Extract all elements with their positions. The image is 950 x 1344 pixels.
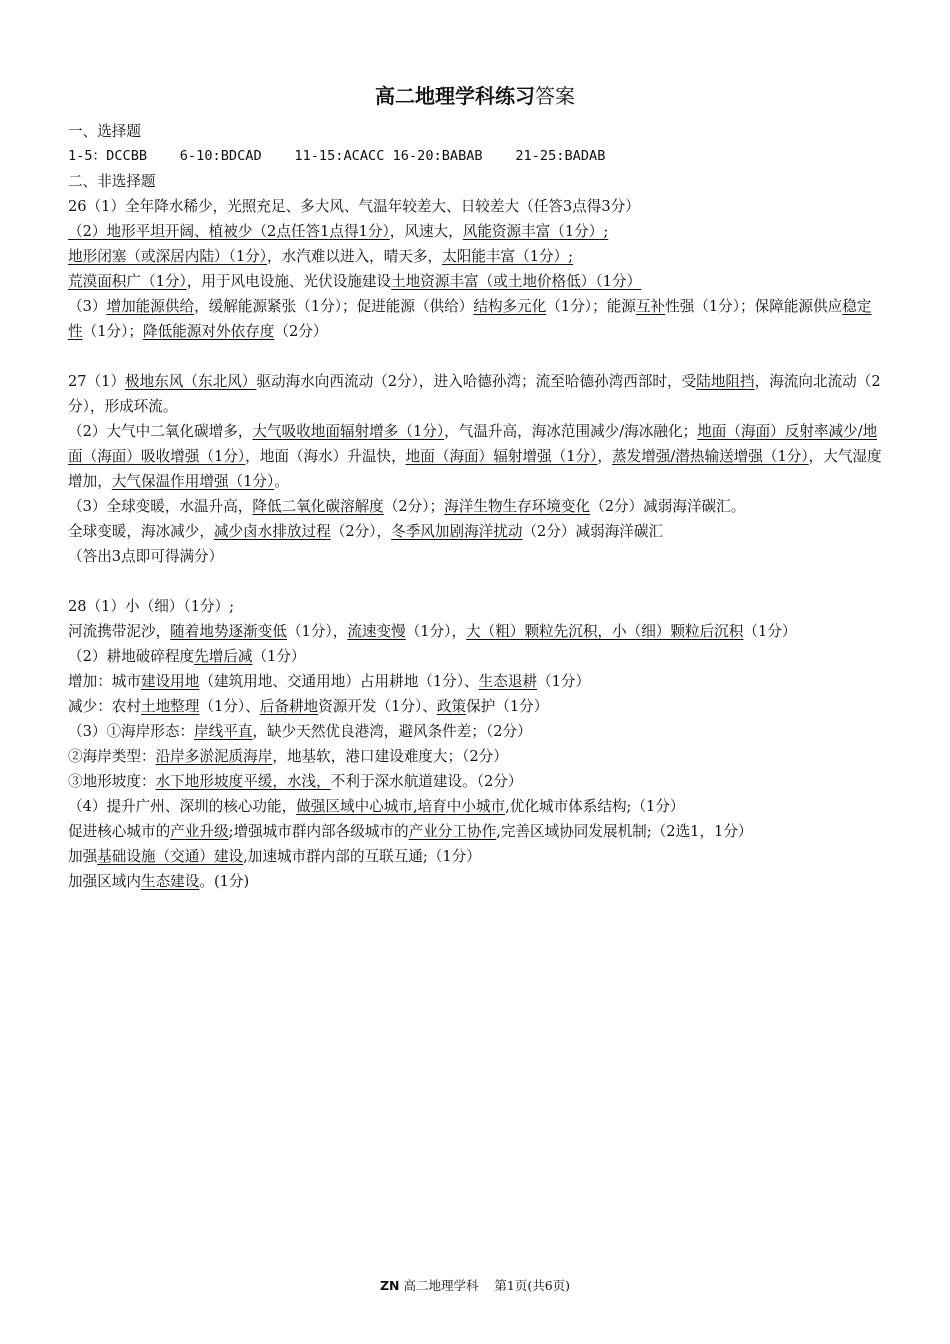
q28-text: 保护（1分） xyxy=(466,698,549,715)
q26-key: 风能资源丰富（1分）; xyxy=(462,223,609,240)
q26-key: 土地资源丰富（或土地价格低）（1分） xyxy=(391,273,642,290)
q27-text: 驱动海水向西流动（2分），进入哈德孙湾；流至哈德孙湾西部时，受 xyxy=(256,373,697,390)
q26-part2-line1 xyxy=(68,219,884,244)
q28-text: （1分）， xyxy=(286,623,348,640)
q27-key: 降低二氧化碳溶解度 xyxy=(252,498,384,515)
q28-key: 后备耕地 xyxy=(259,698,319,715)
q26-text: （2分） xyxy=(274,323,328,340)
q28-key: 产业升级 xyxy=(170,823,229,840)
q28-text: （建筑用地、交通用地）占用耕地（1分）、 xyxy=(199,673,479,690)
title-suffix: 答案 xyxy=(535,84,575,108)
q26-key: 荒漠面积广（1分） xyxy=(68,273,187,290)
q26-key: 太阳能丰富（1分）; xyxy=(442,248,574,265)
q27-text: （2分）； xyxy=(383,498,445,515)
q26-text: （1分）；能源 xyxy=(546,298,636,315)
q28-part4-line3 xyxy=(68,844,884,869)
q26-key: 互补 xyxy=(635,298,666,315)
q28-key: 土地整理 xyxy=(140,698,200,715)
q28-text: ③地形坡度： xyxy=(68,773,156,790)
q28-text: 加强 xyxy=(68,848,98,865)
q28-key: 水下地形坡度平缓，水浅， xyxy=(155,773,331,790)
q27-text: ，海流向北流动（2分），形成环流。 xyxy=(68,373,881,415)
page-footer xyxy=(0,1276,950,1294)
q28-text: 加强区域内 xyxy=(68,873,141,890)
q26-text: 性强（1分）；保障能源供应 xyxy=(665,298,843,315)
q26-text: （2）地形平坦开阔、 xyxy=(68,223,209,240)
q26-key: 降低能源对外依存度 xyxy=(142,323,275,340)
q28-part2-increase xyxy=(68,669,884,694)
q27-text: ，气温升高，海冰范围减少/海冰融化； xyxy=(444,423,698,440)
q27-key: 陆地阻挡 xyxy=(696,373,755,390)
q27-key: 海洋生物生存环境变化 xyxy=(444,498,591,515)
q28-key: 岸线平直 xyxy=(194,723,253,740)
q28-text: （1分）， xyxy=(405,623,467,640)
q27-part3-cont xyxy=(68,519,884,544)
q28-text: （2）耕地破碎程度 xyxy=(68,648,195,665)
footer-code: ZN xyxy=(379,1278,400,1293)
spacer xyxy=(68,344,884,369)
q28-text: 资源开发（1分）、 xyxy=(318,698,437,715)
q28-part3-type xyxy=(68,744,884,769)
q28-text: 增加：城市 xyxy=(68,673,141,690)
q27-key: 大气保温作用增强（1分） xyxy=(111,473,275,490)
q28-part4-line2 xyxy=(68,819,884,844)
q28-part4-line4 xyxy=(68,869,884,894)
q27-text: （3）全球变暖，水温升高， xyxy=(68,498,253,515)
q28-key: 生态建设 xyxy=(140,873,200,890)
q27-part2 xyxy=(68,419,884,494)
q28-part2-decrease xyxy=(68,694,884,719)
q28-text: ,优化城市体系结构;（1分） xyxy=(505,798,685,815)
q28-text: 减少：农村 xyxy=(68,698,141,715)
q28-key: 生态退耕 xyxy=(478,673,538,690)
q26-part1: 26（1）全年降水稀少，光照充足、多大风、气温年较差大、日较差大（任答3点得3分） xyxy=(68,198,640,215)
q27-note: （答出3点即可得满分） xyxy=(68,548,224,565)
q27-text: （2）大气中二氧化碳增多， xyxy=(68,423,253,440)
q28-text: （1分） xyxy=(537,673,591,690)
q26-key: 稳定性 xyxy=(68,298,872,340)
q26-part2-line3 xyxy=(68,269,884,294)
q27-key: 冬季风加剧海洋扰动 xyxy=(391,523,523,540)
q26-text: （1分）； xyxy=(82,323,143,340)
q27-key: 地面（海面）反射率减少/地面（海面）吸收增强（1分） xyxy=(68,423,878,465)
q28-key: 政策 xyxy=(436,698,467,715)
q28-key: 大（粗）颗粒先沉积，小（细）颗粒后沉积 xyxy=(466,623,744,640)
answer-content xyxy=(68,119,884,894)
q28-part3-shape xyxy=(68,719,884,744)
q28-part3-slope xyxy=(68,769,884,794)
q26-text: ，水汽难以进入，晴天多， xyxy=(267,248,443,265)
q27-text: （2分）， xyxy=(330,523,392,540)
q26-part2-line2 xyxy=(68,244,884,269)
q28-key: 建设用地 xyxy=(140,673,200,690)
q26-key: 植被少 xyxy=(208,223,253,240)
q26-key: 增加能源供给 xyxy=(106,298,195,315)
page-title xyxy=(0,80,950,109)
q28-text: ,加速城市群内部的互联互通;（1分） xyxy=(243,848,481,865)
q27-text: 。 xyxy=(274,473,289,490)
q27-key: 大气吸收地面辐射增多（1分） xyxy=(252,423,445,440)
q27-part1 xyxy=(68,369,884,419)
q27-key: 蒸发增强/潜热输送增强（1分） xyxy=(612,448,809,465)
q28-text: ;增强城市群内部各级城市的 xyxy=(228,823,409,840)
q27-text: ， xyxy=(597,448,612,465)
q28-key: 流速变慢 xyxy=(347,623,406,640)
q26-text: （2点任答1点得1分） xyxy=(252,223,390,240)
section-heading-choice: 一、选择题 xyxy=(68,123,141,140)
q28-text: （1分）、 xyxy=(199,698,260,715)
q28-text: （1分） xyxy=(743,623,797,640)
q27-text: ，大气湿度增加， xyxy=(68,448,882,490)
q27-text: 全球变暖，海冰减少， xyxy=(68,523,214,540)
q28-key: 先增后减 xyxy=(194,648,253,665)
q28-text: 。(1分) xyxy=(199,873,250,890)
q27-part3 xyxy=(68,494,884,519)
spacer xyxy=(68,569,884,594)
q28-text: 河流携带泥沙， xyxy=(68,623,171,640)
q28-part2 xyxy=(68,644,884,669)
choice-answers: 1-5：DCCBB 6-10:BDCAD 11-15:ACACC 16-20:BABAB 21-25:BADAB xyxy=(68,148,606,164)
q27-text: （2分）减弱海洋碳汇 xyxy=(522,523,664,540)
q28-text: 促进核心城市的 xyxy=(68,823,171,840)
footer-page-info: 高二地理学科 第1页(共6页) xyxy=(403,1278,571,1293)
q28-key: 沿岸多淤泥质海岸 xyxy=(155,748,273,765)
q28-part4-line1 xyxy=(68,794,884,819)
q28-text: （1分） xyxy=(252,648,306,665)
q27-text: ，地面（海水）升温快， xyxy=(245,448,406,465)
section-heading-nonchoice: 二、非选择题 xyxy=(68,173,156,190)
q27-key: 地面（海面）辐射增强（1分） xyxy=(405,448,598,465)
q28-text: （3）①海岸形态： xyxy=(68,723,195,740)
q28-text: ，地基软，港口建设难度大；（2分） xyxy=(272,748,508,765)
q26-text: ，缓解能源紧张（1分）；促进能源（供给） xyxy=(194,298,474,315)
q28-key: 基础设施（交通）建设 xyxy=(97,848,244,865)
q28-text: ，缺少天然优良港湾，避风条件差；（2分） xyxy=(252,723,532,740)
q26-text: ，风速大， xyxy=(389,223,463,240)
q26-text: ，用于风电设施、光伏设施建设 xyxy=(186,273,392,290)
q26-text: （3） xyxy=(68,298,107,315)
q28-text: ,完善区域协同发展机制;（2选1，1分） xyxy=(496,823,753,840)
q26-key: 地形闭塞（或深居内陆）（1分） xyxy=(68,248,267,265)
q28-text: ②海岸类型： xyxy=(68,748,156,765)
title-main: 高二地理学科练习 xyxy=(375,84,535,108)
q28-text: （4）提升广州、深圳的核心功能， xyxy=(68,798,297,815)
q27-text: （2分）减弱海洋碳汇。 xyxy=(590,498,746,515)
q26-key: 结构多元化 xyxy=(473,298,547,315)
q28-text: 不利于深水航道建设。（2分） xyxy=(330,773,523,790)
q27-key: 减少卤水排放过程 xyxy=(213,523,331,540)
q28-key: 随着地势逐渐变低 xyxy=(170,623,287,640)
q27-text: 27（1） xyxy=(68,373,126,390)
q28-key: 做强区域中心城市,培育中小城市 xyxy=(296,798,506,815)
q28-part1: 28（1）小（细）（1分）; xyxy=(68,598,235,615)
q26-part3 xyxy=(68,294,884,344)
q28-part1-reason xyxy=(68,619,884,644)
q28-key: 产业分工协作 xyxy=(408,823,497,840)
q27-key: 极地东风（东北风） xyxy=(125,373,257,390)
